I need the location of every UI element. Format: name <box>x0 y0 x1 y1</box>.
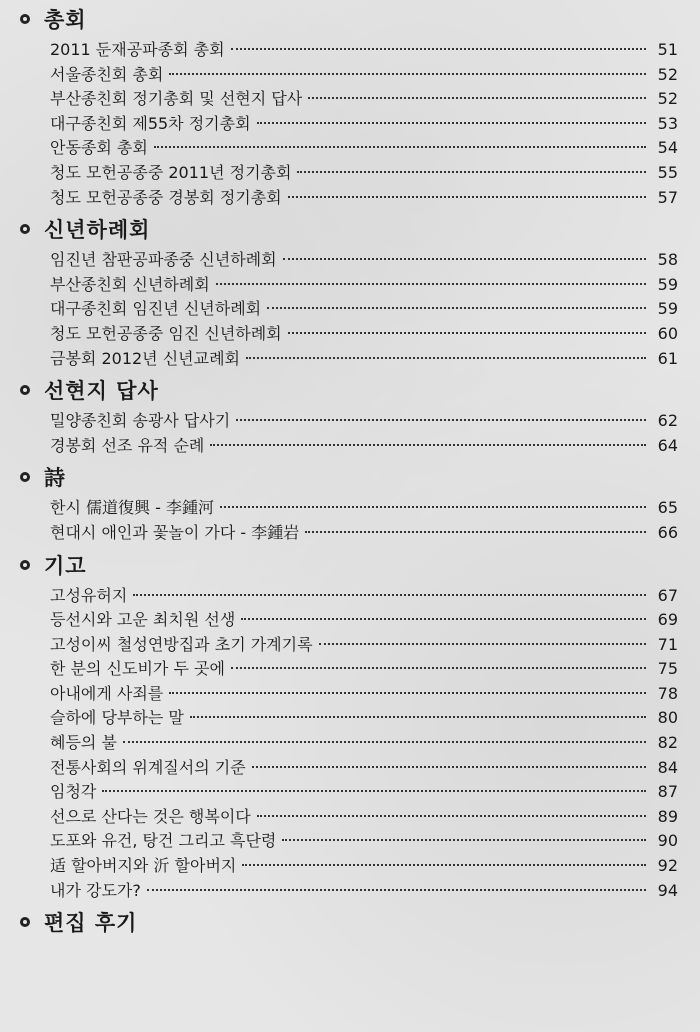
toc-entry[interactable] <box>50 780 678 805</box>
entry-page: 65 <box>657 498 678 518</box>
circle-bullet-icon <box>18 470 32 484</box>
toc-entry[interactable] <box>50 521 678 546</box>
entry-page: 71 <box>657 634 678 654</box>
dot-leader <box>305 531 646 533</box>
entry-title: 임청각 <box>50 782 97 802</box>
section-header <box>18 0 678 38</box>
toc-entry[interactable] <box>50 706 678 731</box>
section-header <box>18 903 678 941</box>
circle-bullet-icon <box>18 383 32 397</box>
entry-page: 58 <box>657 250 678 270</box>
entry-title: 고성유허지 <box>50 585 128 605</box>
entry-title: 안동종회 총회 <box>50 138 148 158</box>
dot-leader <box>283 258 646 260</box>
toc-entry[interactable] <box>50 657 678 682</box>
dot-leader <box>169 73 646 75</box>
toc-entry[interactable] <box>50 38 678 63</box>
toc-entry[interactable] <box>50 273 678 298</box>
entry-page: 87 <box>657 782 678 802</box>
entry-title: 도포와 유건, 탕건 그리고 흑단령 <box>50 831 277 851</box>
dot-leader <box>288 196 646 198</box>
dot-leader <box>257 815 646 817</box>
dot-leader <box>231 667 646 669</box>
dot-leader <box>216 283 646 285</box>
dot-leader <box>133 594 646 596</box>
entry-page: 55 <box>657 162 678 182</box>
entry-page: 78 <box>657 683 678 703</box>
dot-leader <box>288 332 646 334</box>
entry-title: 금봉회 2012년 신년교례회 <box>50 348 240 368</box>
entry-title: 밀양종친회 송광사 답사기 <box>50 411 231 431</box>
section-title: 기고 <box>44 553 87 578</box>
section-header <box>18 458 678 496</box>
dot-leader <box>257 122 646 124</box>
toc-entry[interactable] <box>50 248 678 273</box>
toc-entry[interactable] <box>50 496 678 521</box>
dot-leader <box>252 766 646 768</box>
dot-leader <box>282 839 646 841</box>
toc-entry[interactable] <box>50 161 678 186</box>
entry-title: 고성이씨 철성연방집과 초기 가계기록 <box>50 634 313 654</box>
toc-section <box>18 210 678 371</box>
entry-title: 청도 모헌공종중 경봉회 정기총회 <box>50 187 282 207</box>
circle-bullet-icon <box>18 12 32 26</box>
dot-leader <box>147 889 646 891</box>
circle-bullet-icon <box>18 558 32 572</box>
entry-page: 62 <box>657 411 678 431</box>
entry-page: 75 <box>657 659 678 679</box>
toc-entry[interactable] <box>50 682 678 707</box>
dot-leader <box>242 864 646 866</box>
dot-leader <box>154 146 646 148</box>
entry-page: 61 <box>657 348 678 368</box>
toc-entry[interactable] <box>50 87 678 112</box>
toc-entry[interactable] <box>50 409 678 434</box>
entry-title: 서울종친회 총회 <box>50 64 164 84</box>
entry-page: 92 <box>657 856 678 876</box>
section-title: 총회 <box>44 8 87 32</box>
toc-entry[interactable] <box>50 347 678 372</box>
toc-entry[interactable] <box>50 608 678 633</box>
dot-leader <box>190 716 646 718</box>
entry-title: 한 분의 신도비가 두 곳에 <box>50 659 225 679</box>
toc-entry[interactable] <box>50 136 678 161</box>
entry-page: 84 <box>657 757 678 777</box>
entry-title: 2011 둔재공파종회 총회 <box>50 40 225 59</box>
entry-title: 부산종친회 정기총회 및 선현지 답사 <box>50 89 303 109</box>
section-header <box>18 210 678 248</box>
section-title: 신년하례회 <box>44 218 151 243</box>
dot-leader <box>210 444 646 446</box>
dot-leader <box>267 307 646 309</box>
toc-entry[interactable] <box>50 584 678 609</box>
entry-page: 64 <box>657 435 678 455</box>
toc-entry[interactable] <box>50 633 678 658</box>
toc-section <box>18 458 678 545</box>
toc-entry[interactable] <box>50 731 678 756</box>
toc-entry[interactable] <box>50 63 678 88</box>
entry-title: 현대시 애인과 꽃놀이 가다 - 李鍾岩 <box>50 522 300 542</box>
entry-page: 82 <box>657 733 678 753</box>
entry-title: 한시 儒道復興 - 李鍾河 <box>50 498 214 518</box>
entry-title: 슬하에 당부하는 말 <box>50 708 184 728</box>
dot-leader <box>123 741 646 743</box>
toc-section <box>18 903 678 941</box>
entry-page: 90 <box>657 831 678 851</box>
entry-page: 52 <box>657 64 678 84</box>
toc-section <box>18 546 678 904</box>
entry-title: 경봉회 선조 유적 순례 <box>50 435 205 455</box>
entry-page: 94 <box>657 880 678 900</box>
section-header <box>18 546 678 584</box>
entry-page: 59 <box>657 274 678 294</box>
toc-entry[interactable] <box>50 112 678 137</box>
dot-leader <box>241 618 646 620</box>
toc-entry[interactable] <box>50 186 678 211</box>
entry-page: 51 <box>657 40 678 59</box>
circle-bullet-icon <box>18 915 32 929</box>
toc-entry[interactable] <box>50 322 678 347</box>
entry-page: 69 <box>657 610 678 630</box>
dot-leader <box>297 171 646 173</box>
dot-leader <box>169 692 646 694</box>
dot-leader <box>236 419 646 421</box>
entry-title: 适 할아버지와 沂 할아버지 <box>50 856 237 876</box>
toc-entry[interactable] <box>50 756 678 781</box>
circle-bullet-icon <box>18 222 32 236</box>
entry-page: 57 <box>657 187 678 207</box>
entry-title: 혜등의 불 <box>50 733 117 753</box>
toc-entry[interactable] <box>50 434 678 459</box>
section-header <box>18 371 678 409</box>
entry-title: 부산종친회 신년하례회 <box>50 274 210 294</box>
entry-title: 내가 강도가? <box>50 880 141 900</box>
toc-section <box>18 371 678 458</box>
entry-title: 대구종친회 임진년 신년하례회 <box>50 299 262 319</box>
toc-entry[interactable] <box>50 297 678 322</box>
dot-leader <box>220 506 646 508</box>
entry-page: 60 <box>657 323 678 343</box>
entry-page: 54 <box>657 138 678 158</box>
entry-title: 전통사회의 위계질서의 기준 <box>50 757 246 777</box>
toc-entry[interactable] <box>50 879 678 904</box>
entry-page: 66 <box>657 522 678 542</box>
entry-title: 임진년 참판공파종중 신년하례회 <box>50 250 277 270</box>
entry-title: 청도 모헌공종중 임진 신년하례회 <box>50 323 282 343</box>
dot-leader <box>231 48 646 50</box>
entry-page: 53 <box>657 113 678 133</box>
entry-page: 67 <box>657 585 678 605</box>
entry-title: 등선시와 고운 최치원 선생 <box>50 610 236 630</box>
entry-page: 59 <box>657 299 678 319</box>
dot-leader <box>308 97 646 99</box>
entry-page: 80 <box>657 708 678 728</box>
toc-entry[interactable] <box>50 829 678 854</box>
section-title: 선현지 답사 <box>44 379 159 404</box>
entry-title: 청도 모헌공종중 2011년 정기총회 <box>50 162 292 182</box>
toc-section <box>18 0 678 210</box>
entry-title: 대구종친회 제55차 정기총회 <box>50 113 251 133</box>
entry-page: 89 <box>657 806 678 826</box>
section-title: 詩 <box>44 466 66 491</box>
section-title: 편집 후기 <box>44 911 138 936</box>
toc-entry[interactable] <box>50 805 678 830</box>
dot-leader <box>246 357 646 359</box>
entry-title: 아내에게 사죄를 <box>50 683 164 703</box>
entry-page: 52 <box>657 89 678 109</box>
dot-leader <box>102 790 646 792</box>
dot-leader <box>319 643 646 645</box>
entry-title: 선으로 산다는 것은 행복이다 <box>50 806 251 826</box>
toc-entry[interactable] <box>50 854 678 879</box>
